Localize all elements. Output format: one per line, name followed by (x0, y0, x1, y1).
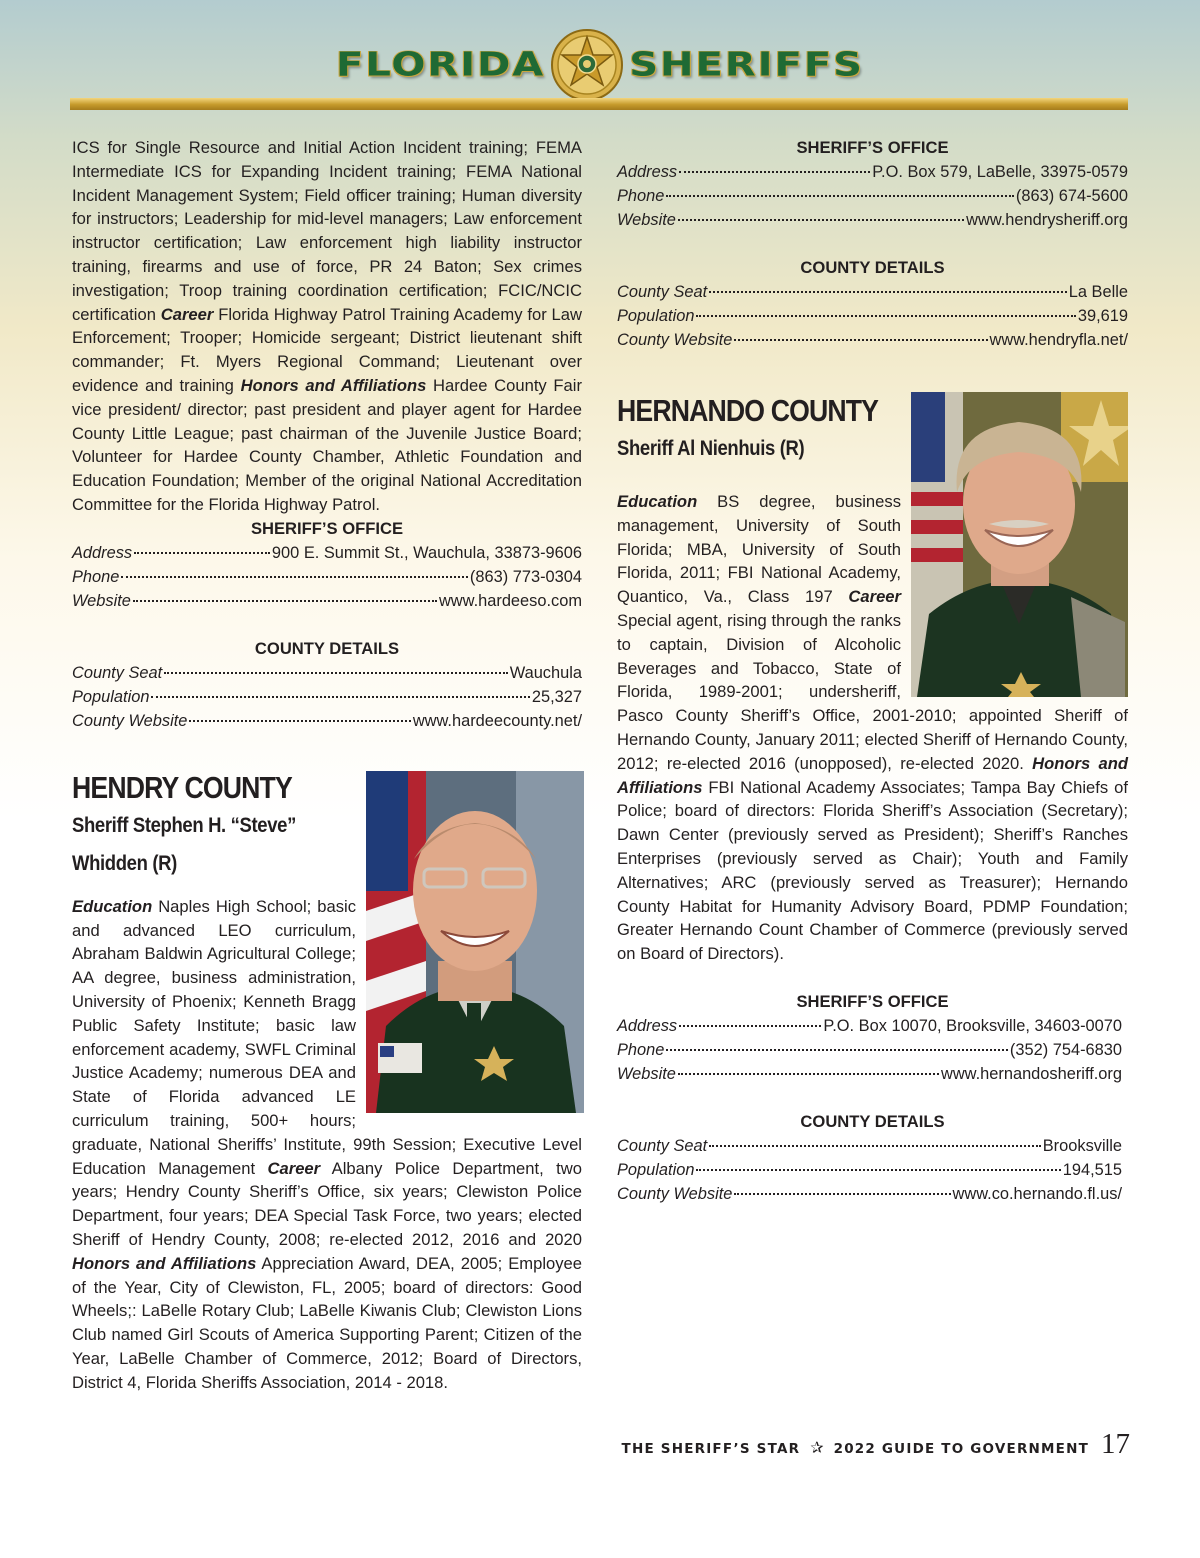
honors-label: Honors and Affiliations (72, 1253, 257, 1273)
masthead (0, 30, 1200, 100)
hernando-address-row: Address P.O. Box 10070, Brooksville, 34603-0070 (617, 1016, 1122, 1035)
masthead-sheriffs: SHERIFFS (629, 46, 864, 84)
star-icon: ✰ (810, 1440, 824, 1457)
page-number: 17 (1101, 1428, 1130, 1460)
hendry-county-website-link[interactable]: www.hendryfla.net/ (989, 331, 1128, 349)
hernando-seat-row: County Seat Brooksville (617, 1136, 1122, 1155)
hardee-bio-continuation: ICS for Single Resource and Initial Action Incident training; FEMA Intermediate ICS for Expanding Incident training; FEMA National Incident Management System; Field officer training; Human diversity for instructors; Leadership for mid-level managers; Law enforcement instructor certification; Law enforcement high liability instructor training, firearms and use of force, PR 24 Baton; Sex crimes investigation; Troop training coordination certification; FCIC/NCIC certification Career Florida Highway Patrol Training Academy for Law Enforcement; Trooper; Homicide sergeant; District lieutenant shift commander; Ft. Myers Regional Command; Lieutenant over evidence and training Honors and Affiliations Hardee County Fair vice president/ director; past president and player agent for Hardee County Little League; past chairman of the Juvenile Justice Board; Volunteer for Hardee County Chamber, Athletic Foundation and Education Foundation; Member of the original National Accreditation Committee for the Florida Highway Patrol. (72, 138, 582, 514)
hardee-website-row: Website www.hardeeso.com (72, 589, 582, 613)
hernando-county-details (617, 1134, 1122, 1206)
header-divider (70, 98, 1128, 110)
hardee-county-details (72, 661, 582, 733)
hendry-website-link[interactable]: www.hendrysheriff.org (966, 211, 1128, 229)
hendry-population-row: Population 39,619 (617, 307, 1128, 325)
hardee-phone-row: Phone (863) 773-0304 (72, 567, 582, 586)
hendry-county-website-row: County Website www.hendryfla.net/ (617, 328, 1128, 352)
career-label: Career (160, 304, 214, 324)
hernando-bio: Education BS degree, business management, University of South Florida; MBA, University of South Florida, 2011; FBI National Academy, Quantico, Va., Class 197 Career Special agent, rising through the ranks to captain, Division of Alcoholic Beverages and Tobacco, State of Florida, 1989-2001; undersheriff, Pasco County Sheriff’s Office, 2001-2010; appointed Sheriff of Hernando County, January 2011; elected Sheriff of Hernando County, 2012; re-elected 2016 (unopposed), re-elected 2020. Honors and Affiliations FBI National Academy Associates; Tampa Bay Chiefs of Police; board of directors: Florida Sheriff’s Association (Secretary); Dawn Center (previously served as President); Sheriff’s Ranches Enterprises (previously served as Chair); Youth and Family Alternatives; ARC (previously served as Treasurer); Hernando County Habitat for Humanity Advisory Board, PDMP Foundation; Greater Hernando Count Chamber of Commerce (previously served on Board of Directors). (617, 492, 1128, 964)
hardee-county-heading: COUNTY DETAILS (254, 638, 400, 658)
hendry-sheriff-name-line2: Whidden (R) (72, 851, 177, 875)
hernando-county-website-link[interactable]: www.co.hernando.fl.us/ (952, 1184, 1122, 1203)
masthead-florida: FLORIDA (336, 46, 546, 84)
hendry-bio: Education Naples High School; basic and advanced LEO curriculum, Abraham Baldwin Agricultural College; AA degree, business administration, University of Phoenix; Kenneth Bragg Public Safety Institute; basic law enforcement academy, SWFL Criminal Justice Academy; numerous DEA and State of Florida advanced LE curriculum training, 500+ hours; graduate, National Sheriffs’ Institute, 99th Session; Executive Level Education Management Career Albany Police Department, two years; Hendry County Sheriff’s Office, six years; Clewiston Police Department, four years; DEA Special Task Force, two years; elected Sheriff of Hendry County, 2008; re-elected 2012, 2016 and 2020 Honors and Affiliations Appreciation Award, DEA, 2005; Employee of the Year, City of Clewiston, FL, 2005; board of directors: Good Wheels;: LaBelle Rotary Club; LaBelle Kiwanis Club; Clewiston Lions Club named Girl Scouts of America Supporting Parent; Citizen of the Year, LaBelle Chamber of Commerce, 2012; Board of Directors, District 4, Florida Sheriffs Association, 2014 - 2018. (72, 896, 582, 1392)
hendry-phone-row: Phone (863) 674-5600 (617, 187, 1128, 205)
left-column (72, 136, 582, 1394)
sheriff-star-badge-icon (549, 27, 625, 103)
hendry-county-details (617, 280, 1128, 352)
hardee-county-website-link[interactable]: www.hardeecounty.net/ (412, 711, 582, 730)
hernando-population-row: Population 194,515 (617, 1160, 1122, 1179)
hendry-office-heading: SHERIFF’S OFFICE (796, 138, 949, 157)
hardee-office-heading: SHERIFF’S OFFICE (250, 518, 404, 538)
hendry-county-heading: COUNTY DETAILS (800, 258, 945, 277)
hernando-county-heading: COUNTY DETAILS (800, 1111, 945, 1131)
honors-label: Honors and Affiliations (240, 375, 427, 395)
hardee-website-link[interactable]: www.hardeeso.com (438, 591, 582, 610)
hernando-county-title: HERNANDO COUNTY (617, 393, 879, 428)
career-label: Career (267, 1158, 321, 1178)
hernando-county-website-row: County Website www.co.hernando.fl.us/ (617, 1182, 1122, 1206)
hardee-address-row: Address 900 E. Summit St., Wauchula, 33873-9606 (72, 543, 582, 562)
hardee-seat-row: County Seat Wauchula (72, 663, 582, 682)
hernando-section (617, 392, 1128, 966)
hernando-office-heading: SHERIFF’S OFFICE (796, 991, 949, 1011)
page-footer (622, 1428, 1130, 1461)
hendry-seat-row: County Seat La Belle (617, 283, 1128, 301)
education-label: Education (72, 896, 153, 916)
hernando-office-details (617, 1014, 1122, 1086)
hendry-section (72, 769, 582, 1395)
hernando-website-link[interactable]: www.hernandosheriff.org (940, 1064, 1122, 1083)
hendry-sheriff-name-line1: Sheriff Stephen H. “Steve” (72, 813, 296, 837)
hernando-website-row: Website www.hernandosheriff.org (617, 1062, 1122, 1086)
right-column (617, 136, 1128, 1206)
hardee-population-row: Population 25,327 (72, 687, 582, 706)
hendry-address-row: Address P.O. Box 579, LaBelle, 33975-0579 (617, 163, 1128, 181)
hendry-website-row: Website www.hendrysheriff.org (617, 208, 1128, 232)
publication-name: THE SHERIFF’S STAR (621, 1441, 801, 1457)
hardee-office-details (72, 541, 582, 613)
career-label: Career (848, 587, 901, 607)
hernando-phone-row: Phone (352) 754-6830 (617, 1040, 1122, 1059)
hendry-office-details (617, 160, 1128, 232)
education-label: Education (617, 492, 698, 511)
guide-title: 2022 GUIDE TO GOVERNMENT (833, 1441, 1089, 1457)
hernando-sheriff-name: Sheriff Al Nienhuis (R) (617, 437, 805, 460)
hardee-county-website-row: County Website www.hardeecounty.net/ (72, 709, 582, 733)
hendry-county-title: HENDRY COUNTY (72, 769, 292, 805)
honors-label: Honors and Affiliations (617, 753, 1128, 797)
